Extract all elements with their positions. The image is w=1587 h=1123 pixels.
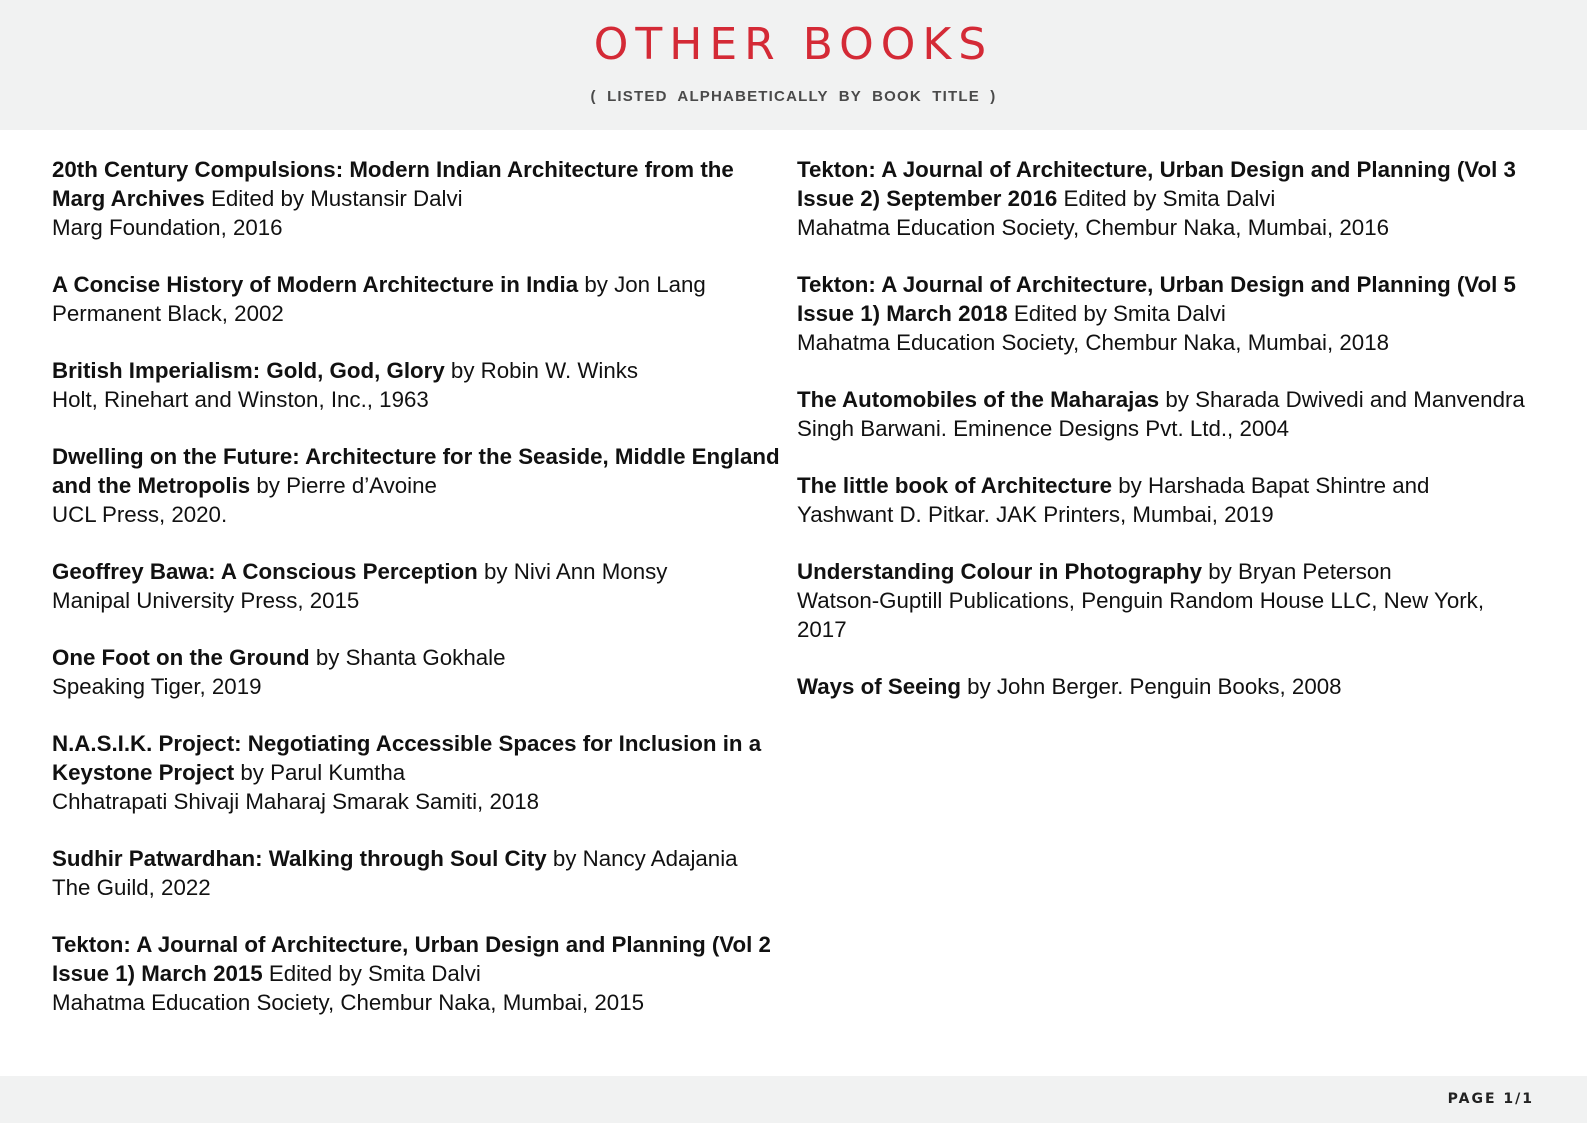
book-publisher: Watson-Guptill Publications, Penguin Random House LLC, New York, 2017 bbox=[797, 588, 1485, 642]
page-footer bbox=[0, 1076, 1587, 1123]
book-publisher: Mahatma Education Society, Chembur Naka, Mumbai, 2018 bbox=[797, 330, 1389, 355]
book-entry bbox=[797, 385, 1527, 443]
book-byline: by Bryan Peterson bbox=[1202, 559, 1392, 584]
book-title: The Automobiles of the Maharajas bbox=[797, 387, 1160, 412]
book-byline: by Harshada Bapat Shintre and Yashwant D. Pitkar. JAK Printers, Mumbai, 2019 bbox=[797, 473, 1430, 527]
page-number: PAGE 1/1 bbox=[1447, 1091, 1534, 1107]
book-publisher: Chhatrapati Shivaji Maharaj Smarak Samiti, 2018 bbox=[52, 789, 540, 814]
book-title: Dwelling on the Future: Architecture for the Seaside, Middle England and the Metropolis bbox=[52, 444, 780, 498]
book-list-right bbox=[797, 155, 1527, 729]
book-publisher: Permanent Black, 2002 bbox=[52, 301, 284, 326]
book-entry bbox=[52, 442, 792, 529]
book-byline: by John Berger. Penguin Books, 2008 bbox=[960, 674, 1342, 699]
book-entry bbox=[797, 270, 1527, 357]
book-byline: by Nivi Ann Monsy bbox=[477, 559, 668, 584]
book-publisher: Mahatma Education Society, Chembur Naka, Mumbai, 2015 bbox=[52, 990, 644, 1015]
book-byline: Edited by Smita Dalvi bbox=[262, 961, 481, 986]
book-title: 20th Century Compulsions: Modern Indian Architecture from the Marg Archives bbox=[52, 157, 734, 211]
book-publisher: Speaking Tiger, 2019 bbox=[52, 674, 262, 699]
book-entry bbox=[52, 155, 792, 242]
book-title: The little book of Architecture bbox=[797, 473, 1113, 498]
book-title: Sudhir Patwardhan: Walking through Soul City bbox=[52, 846, 547, 871]
book-entry bbox=[52, 356, 792, 414]
book-byline: Edited by Smita Dalvi bbox=[1007, 301, 1226, 326]
book-byline: Edited by Smita Dalvi bbox=[1057, 186, 1276, 211]
book-title: Ways of Seeing bbox=[797, 674, 961, 699]
book-entry bbox=[52, 270, 792, 328]
book-entry bbox=[52, 643, 792, 701]
page-header bbox=[0, 0, 1587, 130]
book-title: Tekton: A Journal of Architecture, Urban Design and Planning (Vol 2 Issue 1) March 2015 bbox=[52, 932, 771, 986]
book-publisher: Manipal University Press, 2015 bbox=[52, 588, 360, 613]
book-byline: by Nancy Adajania bbox=[546, 846, 738, 871]
book-publisher: Marg Foundation, 2016 bbox=[52, 215, 283, 240]
book-title: One Foot on the Ground bbox=[52, 645, 310, 670]
book-title: Tekton: A Journal of Architecture, Urban Design and Planning (Vol 5 Issue 1) March 2018 bbox=[797, 272, 1516, 326]
book-byline: by Sharada Dwivedi and Manvendra Singh Barwani. Eminence Designs Pvt. Ltd., 2004 bbox=[797, 387, 1525, 441]
book-entry bbox=[797, 557, 1527, 644]
book-title: Understanding Colour in Photography bbox=[797, 559, 1203, 584]
book-byline: by Shanta Gokhale bbox=[309, 645, 506, 670]
book-title: A Concise History of Modern Architecture in India bbox=[52, 272, 579, 297]
book-byline: by Jon Lang bbox=[578, 272, 706, 297]
book-title: Tekton: A Journal of Architecture, Urban Design and Planning (Vol 3 Issue 2) September 2016 bbox=[797, 157, 1516, 211]
book-entry bbox=[797, 471, 1527, 529]
book-byline: by Pierre d’Avoine bbox=[250, 473, 437, 498]
book-publisher: Mahatma Education Society, Chembur Naka, Mumbai, 2016 bbox=[797, 215, 1389, 240]
book-list-left bbox=[52, 155, 792, 1045]
book-entry bbox=[797, 155, 1527, 242]
book-byline: Edited by Mustansir Dalvi bbox=[204, 186, 463, 211]
book-title: British Imperialism: Gold, God, Glory bbox=[52, 358, 445, 383]
book-entry bbox=[52, 557, 792, 615]
page-title: OTHER BOOKS bbox=[593, 19, 994, 70]
book-publisher: UCL Press, 2020. bbox=[52, 502, 228, 527]
book-byline: by Parul Kumtha bbox=[234, 760, 406, 785]
book-title: N.A.S.I.K. Project: Negotiating Accessible Spaces for Inclusion in a Keystone Project bbox=[52, 731, 762, 785]
book-entry bbox=[52, 844, 792, 902]
book-publisher: Holt, Rinehart and Winston, Inc., 1963 bbox=[52, 387, 429, 412]
book-title: Geoffrey Bawa: A Conscious Perception bbox=[52, 559, 478, 584]
book-entry bbox=[52, 729, 792, 816]
book-entry bbox=[52, 930, 792, 1017]
page-subtitle: ( LISTED ALPHABETICALLY BY BOOK TITLE ) bbox=[590, 88, 997, 105]
book-entry bbox=[797, 672, 1527, 701]
book-byline: by Robin W. Winks bbox=[444, 358, 639, 383]
book-publisher: The Guild, 2022 bbox=[52, 875, 211, 900]
